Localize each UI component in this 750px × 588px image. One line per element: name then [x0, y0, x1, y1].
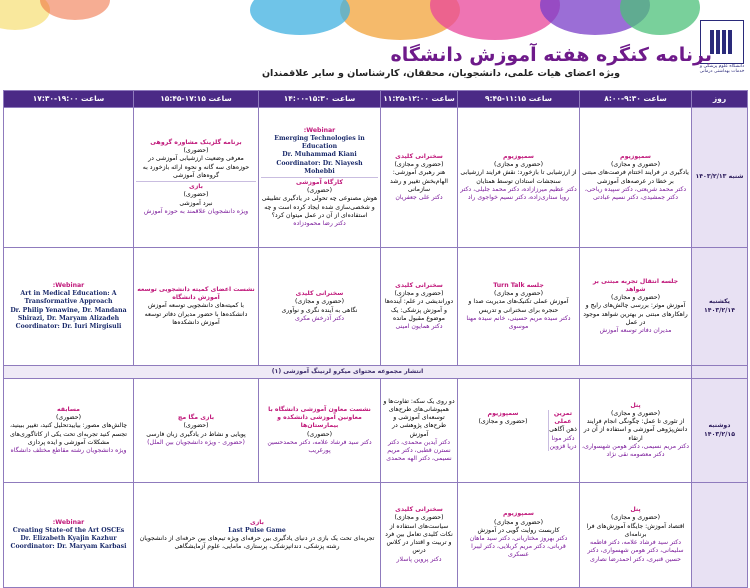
paint-splash — [40, 0, 110, 20]
logo-caption: دانشگاه علوم پزشکی و خدمات بهداشتی درمانی — [699, 64, 745, 74]
session-topic: نبرد آموزشی — [179, 199, 213, 207]
session-type: سخنرانی کلیدی — [295, 290, 344, 298]
paint-splash — [250, 0, 350, 35]
session-topic: آموزش موثر: بررسی چالش‌های رایج و راهکارهای مبتنی بر بهترین شواهد موجود در عمل — [583, 302, 688, 326]
session-topic: چالش‌های مصور: بیاییدتحلیل کنید، تغییر ببینید، تجسم کنید تجربه‌ای تحت یکی از کاتاگوری‌های مشکلات آموزشی و ایده پردازی — [9, 422, 128, 446]
program-cell — [134, 248, 259, 366]
day-cell: شنبه ۱۴۰۳/۲/۱۳ — [692, 108, 748, 248]
session-topic: اقتصاد آموزش: جایگاه آموزش‌های فرا برنامه‌ای — [586, 522, 685, 538]
session-mode: (حضوری و مجازی) — [611, 409, 660, 417]
session-topic: از تئوری تا عمل: چگونگی انجام فرایند دانش‌پژوهی آموزشی و استفاده از آن در ارتقاء — [583, 418, 688, 442]
session-type: سخنرانی کلیدی — [395, 506, 443, 514]
session-topic: Art in Medical Education: A Transformative Approach — [20, 290, 117, 306]
session-type: بازی مگا مچ — [177, 414, 215, 422]
program-cell — [381, 379, 458, 483]
session-speakers: دکتر بهروز مختاریانی، دکتر سید ماهان قربانی، دکتر مریم کربلایی، دکتر لیبرا عسکری — [469, 535, 568, 559]
session-mode: (حضوری) — [183, 422, 209, 430]
session-mode: (حضوری و مجازی) — [394, 161, 444, 169]
session-topic: هنر رهبری آموزشی: الهام‌بخش تغییر و رشد سازمانی — [390, 169, 448, 193]
session-topic: Emerging Technologies in Education — [274, 134, 365, 151]
program-cell — [134, 379, 259, 483]
program-cell — [580, 248, 692, 366]
header-cell: ساعت ۹:۳۰-۸:۰۰ — [580, 91, 692, 108]
session-speakers: دکتر پروین پاسلار — [396, 555, 442, 563]
session-mode: (حضوری) — [306, 187, 333, 195]
session-topic: Creating State-of the Art OSCEs — [12, 526, 125, 534]
day-cell — [692, 483, 748, 588]
session-speakers: دکتر مریم نسیمی، دکتر هومن شهسواری، دکتر معصومه نقی نژاد — [582, 442, 689, 458]
session-topic: معرفی وضعیت ارزشیابی آموزشی در حوزه‌های سه گانه و نحوه ارائه بازخورد به گروه‌های آموزشی — [142, 155, 250, 179]
session-topic: کاربست روایت گویی در آموزش — [477, 526, 560, 534]
session-type: سمپوزیوم — [487, 409, 519, 417]
session-coordinator: Coordinator: Dr. Iuri Mirgisuli — [15, 322, 122, 330]
program-cell — [259, 379, 381, 483]
session-type: سخنرانی کلیدی — [395, 152, 443, 160]
session-mode: (حضوری و مجازی) — [295, 298, 344, 306]
session-mode: (حضوری و مجازی) — [611, 161, 660, 169]
session-mode: (حضوری) — [55, 414, 82, 422]
session-topic: دو روی یک سکه: تفاوت‌ها و همپوشانی‌های طرح‌های توسعه‌ای آموزشی و طرح‌های پژوهشی در آموزش — [383, 397, 455, 438]
program-cell — [134, 108, 259, 248]
header-cell: ساعت ۱۵:۳۰-۱۴:۰۰ — [259, 91, 381, 108]
session-speakers: دکتر سید فرشاد علامه، دکتر محمدحسین پورغریب — [267, 438, 372, 454]
session-speakers: دکتر آیدین محمدی، دکتر نسترن قطبی، دکتر مریم نسیمی، دکتر الهه محمدی — [386, 438, 452, 463]
header-cell: روز — [692, 91, 748, 108]
session-banner: انتشار مجموعه محتوای میکرو لرنینگ آموزشی (۱) — [4, 366, 692, 379]
session-type: سمپوزیوم — [620, 152, 651, 160]
program-table — [3, 90, 748, 588]
program-cell — [381, 248, 458, 366]
header-cell: ساعت ۱۷:۱۵-۱۵:۴۵ — [134, 91, 259, 108]
session-type: پنل — [630, 401, 641, 409]
session-topic: تجربه‌ای تحت یک بازی در دنیای یادگیری بین حرفه‌ای ویژه تیم‌های بین حرفه‌ای از دانشجویان رشته پزشکی، دندانپزشکی، پرستاری، مامایی، علوم آزمایشگاهی — [139, 535, 375, 551]
session-topic: آموزش عملی تکنیک‌های مدیریت صدا و حنجره برای سخنرانی و تدریس — [468, 298, 569, 314]
session-mode: (حضوری) — [183, 191, 209, 199]
session-mode: (حضوری و مجازی) — [394, 514, 444, 522]
session-type: سمپوزیوم — [503, 510, 534, 518]
program-cell — [580, 108, 692, 248]
session-mode: (حضوری و مجازی) — [611, 514, 660, 522]
session-speakers: دکتر عظیم میرزازاده، دکتر محمد جلیلی، دکتر رویا ستاری‌زاده، دکتر نسیم خواجوی راد — [460, 185, 577, 201]
header-cell: ساعت ۱۲:۰۰-۱۱:۲۵ — [381, 91, 458, 108]
session-speakers: دکتر آذرخش مکری — [294, 314, 345, 322]
table-row — [4, 366, 748, 379]
session-speakers: دکتر سیده مریم حسینی، خانم سیده مهنا موسوی — [466, 314, 571, 330]
session-speakers: دکتر سید فرشاد علامه، دکتر فاطمه سلیمانی، دکتر هومن شهسواری، دکتر حسین قنبری، دکتر احمدرضا نصاری — [587, 539, 684, 563]
table-row — [4, 108, 748, 248]
session-type: نشست معاون آموزشی دانشگاه با معاونین آموزشی دانشکده و بیمارستان‌ها — [268, 405, 371, 430]
program-cell — [381, 483, 458, 588]
session-speakers: دکتر رضا محمودزاده — [293, 220, 346, 228]
session-type: برنامه گلزینک مشاوره گروهی — [150, 139, 242, 147]
program-cell — [580, 483, 692, 588]
program-cell — [458, 108, 580, 248]
program-cell — [259, 248, 381, 366]
session-type: سخنرانی کلیدی — [395, 281, 443, 289]
program-cell — [259, 108, 381, 248]
session-type: جلسه انتقال تجربه مبتنی بر شواهد — [592, 277, 679, 293]
session-speakers: ویژه دانشجویان رشته مقاطع مختلف دانشگاه — [10, 446, 127, 454]
program-cell — [4, 248, 134, 366]
session-type: مسابقه — [57, 405, 80, 413]
session-mode: (حضوری و مجازی) — [494, 518, 543, 526]
session-coordinator: Coordinator: Dr. Niayesh Mohebbi — [276, 159, 363, 175]
program-cell — [134, 483, 381, 588]
session-type: جلسه Turn Talk — [493, 281, 544, 289]
session-type: نشست اعضای کمیته دانشجویی توسعه آموزش دانشگاه — [137, 285, 255, 302]
session-speakers: دکتر محمد شریعتی، دکتر سپیده ریاحی، دکتر جمشیدی، دکتر نسیم عبادتی — [584, 185, 687, 201]
session-type: کارگاه آموزشی — [296, 179, 343, 186]
session-speakers: ویژه دانشجویان علاقمند به حوزه آموزش — [143, 207, 249, 215]
session-topic: از ارزشیابی تا بازخورد: نقش فرایند ارزشیابی سنجشات استادان توسط همتایان — [460, 169, 577, 185]
session-type: بازی — [189, 183, 203, 191]
session-type: تمرین عملی — [553, 409, 573, 426]
session-speakers: دکتر مونا دریا قزوین — [549, 434, 577, 450]
session-topic: با کمیته‌های دانشجویی توسعه آموزش دانشکده‌ها با حضور مدیران دفاتر توسعه آموزش دانشکده‌ها — [144, 302, 248, 326]
session-title: Last Pulse Game — [228, 526, 286, 534]
table-row — [4, 379, 748, 483]
session-type: سمپوزیوم — [503, 152, 534, 160]
page-title: برنامه کنگره هفته آموزش دانشگاه — [390, 44, 712, 66]
paint-splash — [620, 0, 700, 35]
session-topic: دوراندیشی در علم: آینده‌ها و آموزش پزشکی: یک موضوع مقبول مانده — [384, 298, 454, 322]
session-speakers: دکتر همایون امینی — [395, 322, 443, 330]
session-speakers: مدیران دفاتر توسعه آموزش — [599, 327, 672, 334]
table-row — [4, 248, 748, 366]
session-mode: (حضوری و مجازی) — [478, 418, 528, 426]
session-type: بازی — [250, 518, 264, 526]
session-mode: (حضوری و مجازی) — [494, 161, 543, 169]
session-coordinator: Coordinator: Dr. Maryam Karbasi — [10, 543, 127, 551]
session-speakers: (حضوری - ویژه دانشجویان بین الملل) — [147, 438, 245, 446]
session-topic: سیاست‌های استفاده از نکات کلیدی تعامل بین فرد و تربیت و اقتدار در کلاس درس — [385, 522, 453, 555]
day-cell: یکشنبه ۱۴۰۳/۲/۱۴ — [692, 248, 748, 366]
day-cell: دوشنبه ۱۴۰۳/۲/۱۵ — [692, 379, 748, 483]
header-cell: ساعت ۱۹:۰۰-۱۷:۳۰ — [4, 91, 134, 108]
session-speakers: Dr. Elizabeth Kyajin Kazhur — [20, 535, 117, 542]
day-cell — [692, 366, 748, 379]
program-cell — [4, 379, 134, 483]
program-cell — [458, 483, 580, 588]
program-cell — [458, 248, 580, 366]
program-cell — [458, 379, 580, 483]
session-mode: (حضوری و مجازی) — [611, 294, 660, 302]
session-topic: پویایی و نشاط در یادگیری زبان فارسی — [146, 430, 246, 438]
session-type: Webinar: — [303, 126, 336, 134]
header-cell: ساعت ۱۱:۱۵-۹:۴۵ — [458, 91, 580, 108]
session-type: پنل — [630, 506, 641, 514]
session-mode: (حضوری و مجازی) — [494, 290, 543, 298]
table-header-row — [4, 91, 748, 108]
session-type: Webinar: — [52, 518, 85, 526]
session-type: Webinar: — [52, 281, 85, 289]
session-mode: (حضوری) — [183, 147, 209, 155]
session-speakers: Dr. Muhammad Kiani — [282, 151, 357, 159]
program-cell — [4, 483, 134, 588]
page-subtitle: ویژه اعضای هیات علمی، دانشجویان، محققان، کارشناسان و سایر علاقمندان — [261, 68, 620, 79]
session-speakers: دکتر علی جعفریان — [395, 193, 443, 201]
program-cell — [4, 108, 134, 248]
session-mode: (حضوری و مجازی) — [394, 290, 444, 298]
session-mode: (حضوری) — [306, 430, 333, 438]
session-speakers: Dr. Philip Yenawine, Dr. Mandana Shirazi, Dr. Maryam Alizadeh — [10, 306, 127, 322]
session-topic: یادگیری در فرایند اختتام فرصت‌های مبتنی بر خطا در عرصه‌های آموزشی — [582, 169, 689, 185]
session-topic: هوش مصنوعی چه تحولی در یادگیری تطبیقی و شخصی‌سازی شده ایجاد کرده است و چه استفاده‌ای از آن در عمل میتوان کرد؟ — [261, 195, 378, 219]
session-topic: ذهن آگاهی — [549, 426, 577, 434]
program-cell — [580, 379, 692, 483]
program-cell — [381, 108, 458, 248]
session-topic: نگاهی به آینده نگری و نوآوری — [281, 306, 358, 314]
table-row — [4, 483, 748, 588]
